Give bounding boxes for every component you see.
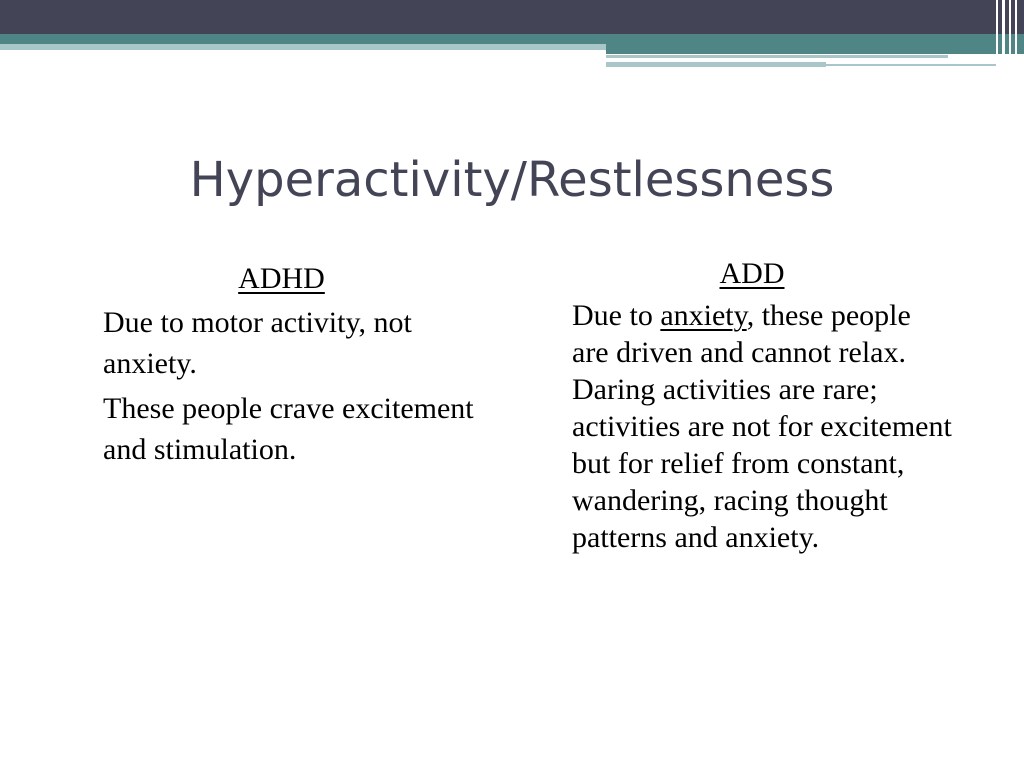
header-band-light bbox=[0, 44, 606, 50]
header-band-teal-right bbox=[606, 44, 1024, 54]
header-stripes bbox=[994, 0, 1024, 68]
add-paragraph-rest: , these people are driven and cannot relax. Daring activities are rare; activities are not for excitement but for relief from constant, wandering, racing thought patterns and anxiety. bbox=[572, 299, 952, 554]
add-column bbox=[572, 255, 952, 556]
slide-title: Hyperactivity/Restlessness bbox=[189, 152, 835, 208]
add-paragraph-start: Due to bbox=[572, 299, 661, 332]
header-accent-line bbox=[606, 62, 826, 67]
header-band-dark bbox=[0, 0, 1024, 34]
header-accent-line bbox=[826, 64, 996, 66]
anxiety-emphasis: anxiety bbox=[660, 299, 747, 332]
adhd-paragraph: Due to motor activity, not anxiety. bbox=[103, 306, 412, 380]
adhd-paragraph: These people crave excitement and stimulation. bbox=[103, 392, 474, 466]
header-accent-line bbox=[606, 55, 948, 58]
header-band-teal bbox=[0, 34, 1024, 44]
add-paragraph bbox=[572, 297, 952, 556]
adhd-heading: ADHD bbox=[238, 262, 325, 295]
add-heading: ADD bbox=[719, 257, 785, 290]
adhd-column bbox=[103, 258, 503, 470]
